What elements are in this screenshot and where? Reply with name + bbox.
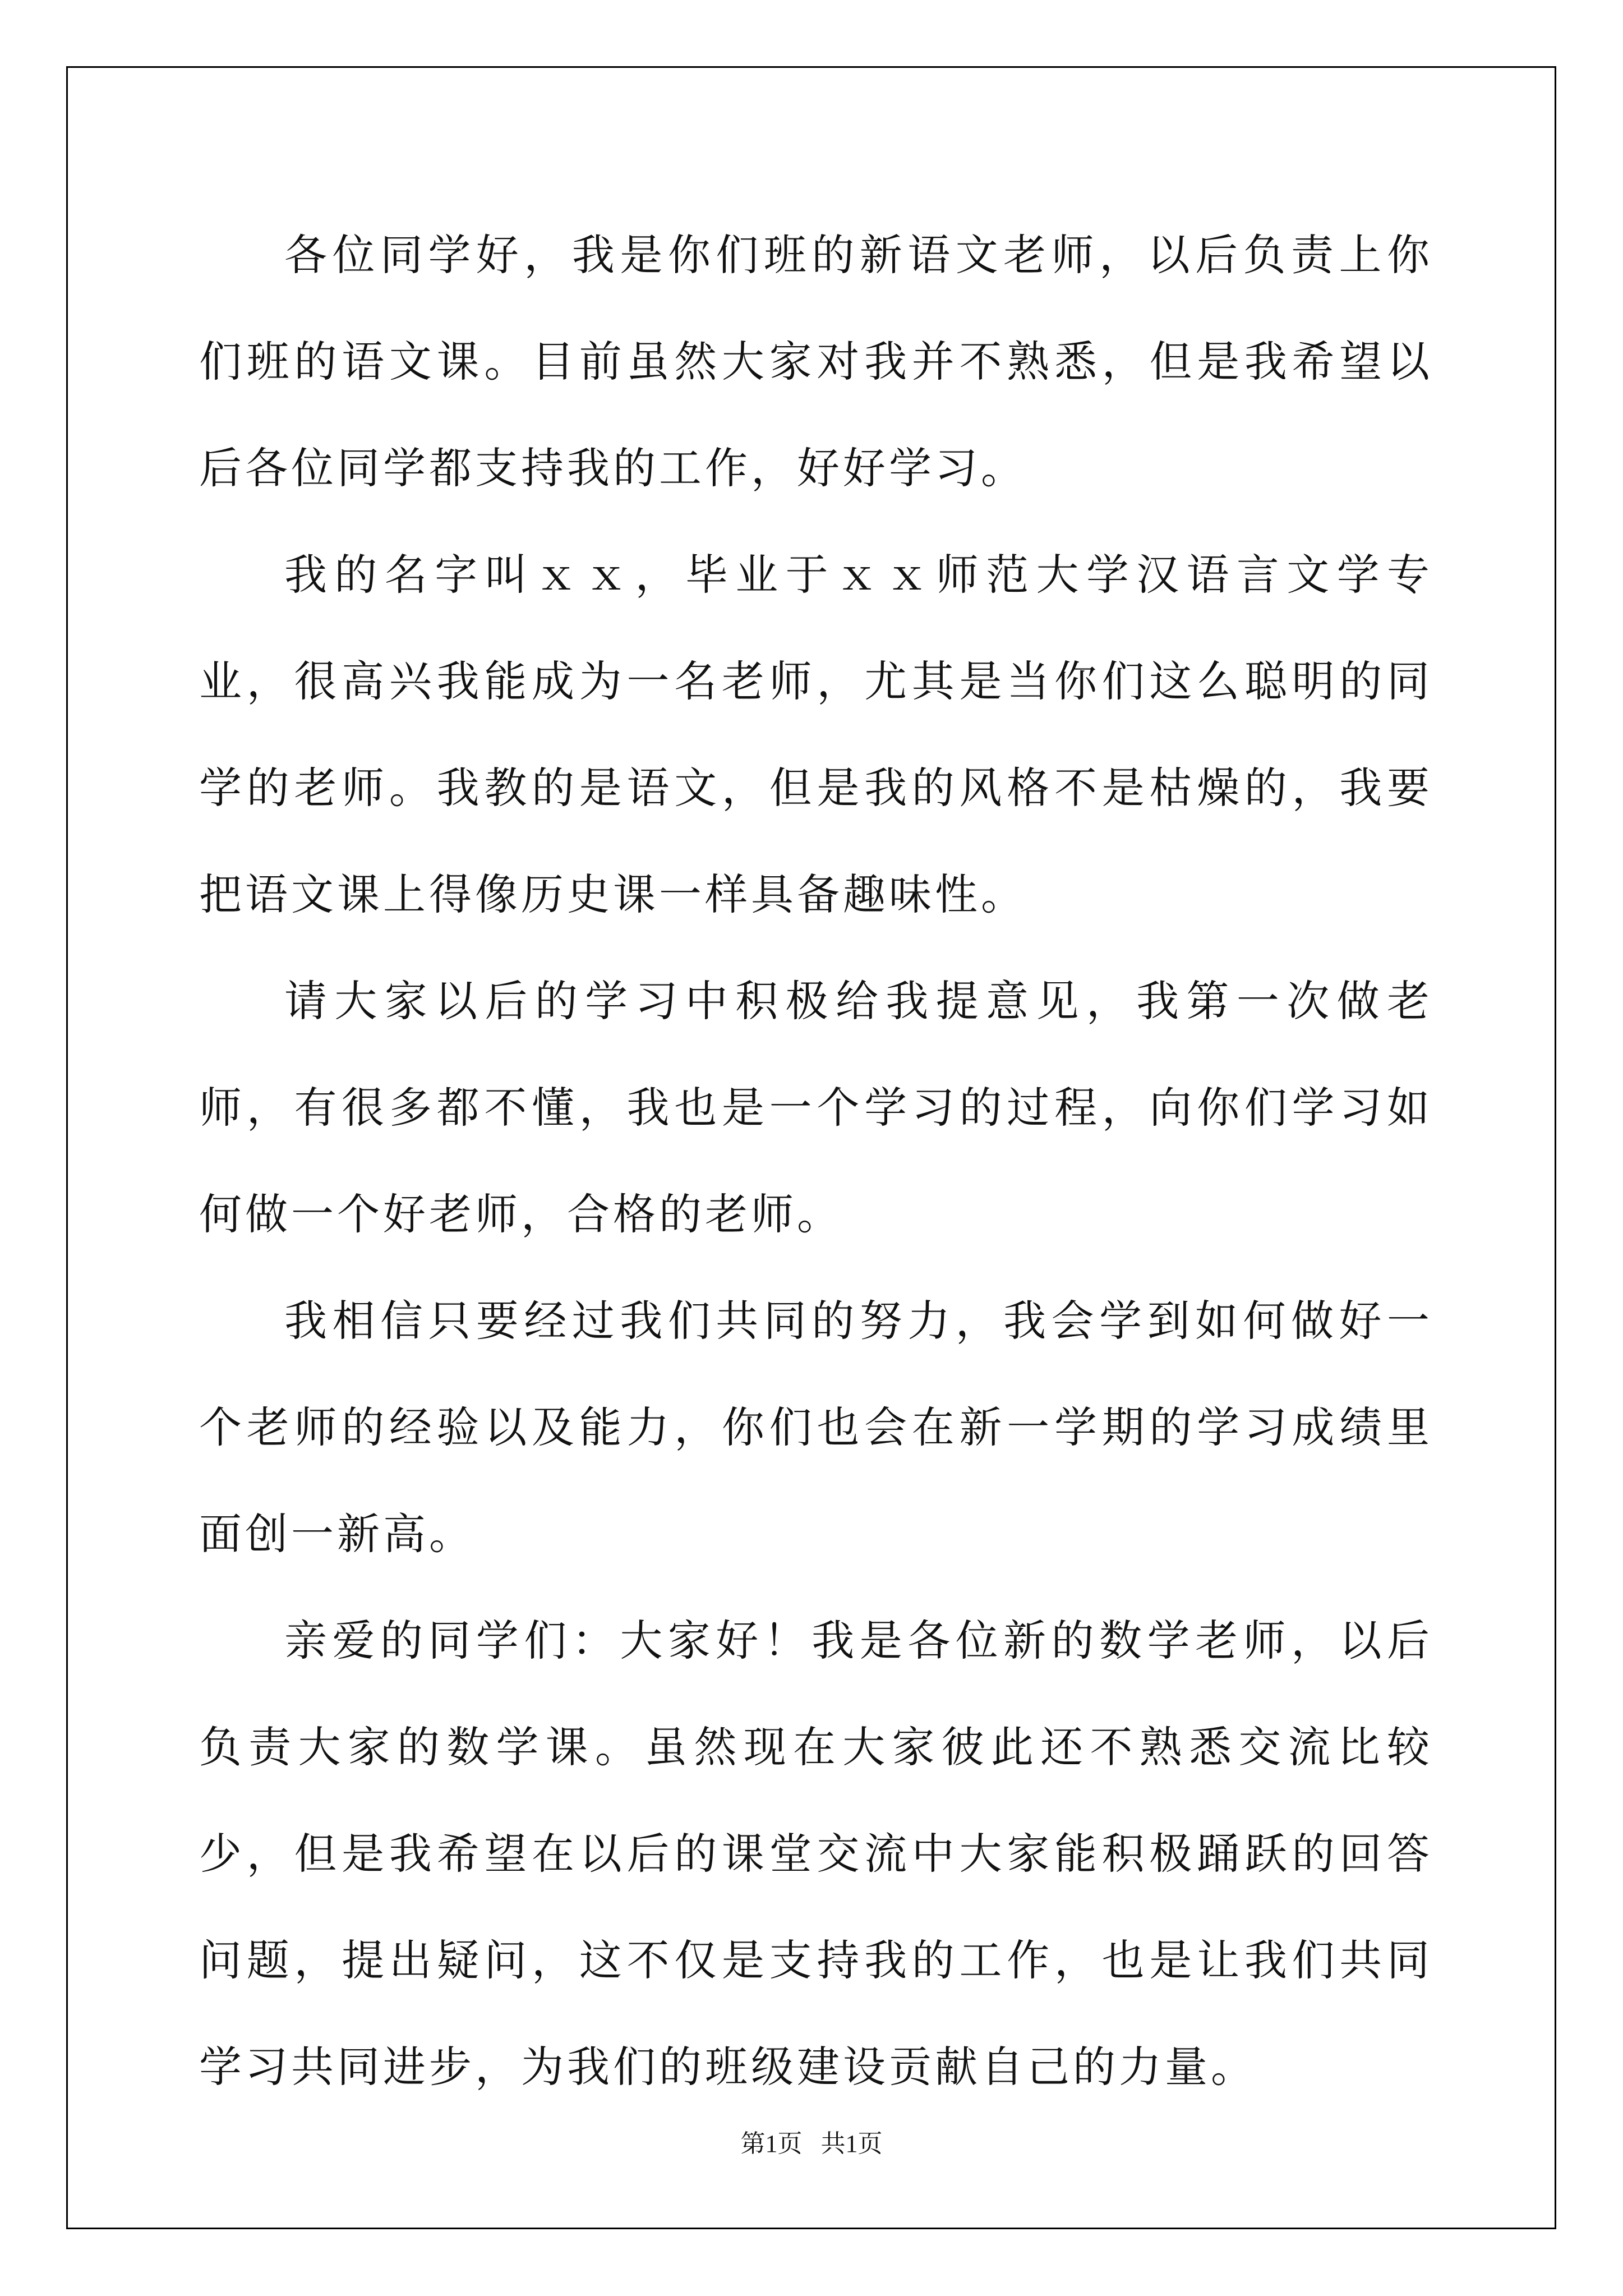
paragraph-2: 我的名字叫ｘｘ，毕业于ｘｘ师范大学汉语言文学专业，很高兴我能成为一名老师，尤其是当你们这么聪明的同学的老师。我教的是语文，但是我的风格不是枯燥的，我要把语文课上得像历史课一样具备趣味性。	[199, 550, 1433, 919]
page-number-footer: 第1页 共1页	[740, 2130, 883, 2157]
paragraph-5: 亲爱的同学们：大家好！我是各位新的数学老师，以后负责大家的数学课。虽然现在大家彼此还不熟悉交流比较少，但是我希望在以后的课堂交流中大家能积极踊跃的回答问题，提出疑问，这不仅是支持我的工作，也是让我们共同学习共同进步，为我们的班级建设贡献自己的力量。	[199, 1616, 1433, 2092]
paragraph-3: 请大家以后的学习中积极给我提意见，我第一次做老师，有很多都不懂，我也是一个学习的过程，向你们学习如何做一个好老师，合格的老师。	[199, 976, 1433, 1239]
paragraph-4: 我相信只要经过我们共同的努力，我会学到如何做好一个老师的经验以及能力，你们也会在新一学期的学习成绩里面创一新高。	[199, 1296, 1433, 1559]
document-body	[199, 202, 1433, 2120]
paragraph-1: 各位同学好，我是你们班的新语文老师，以后负责上你们班的语文课。目前虽然大家对我并不熟悉，但是我希望以后各位同学都支持我的工作，好好学习。	[199, 230, 1433, 493]
